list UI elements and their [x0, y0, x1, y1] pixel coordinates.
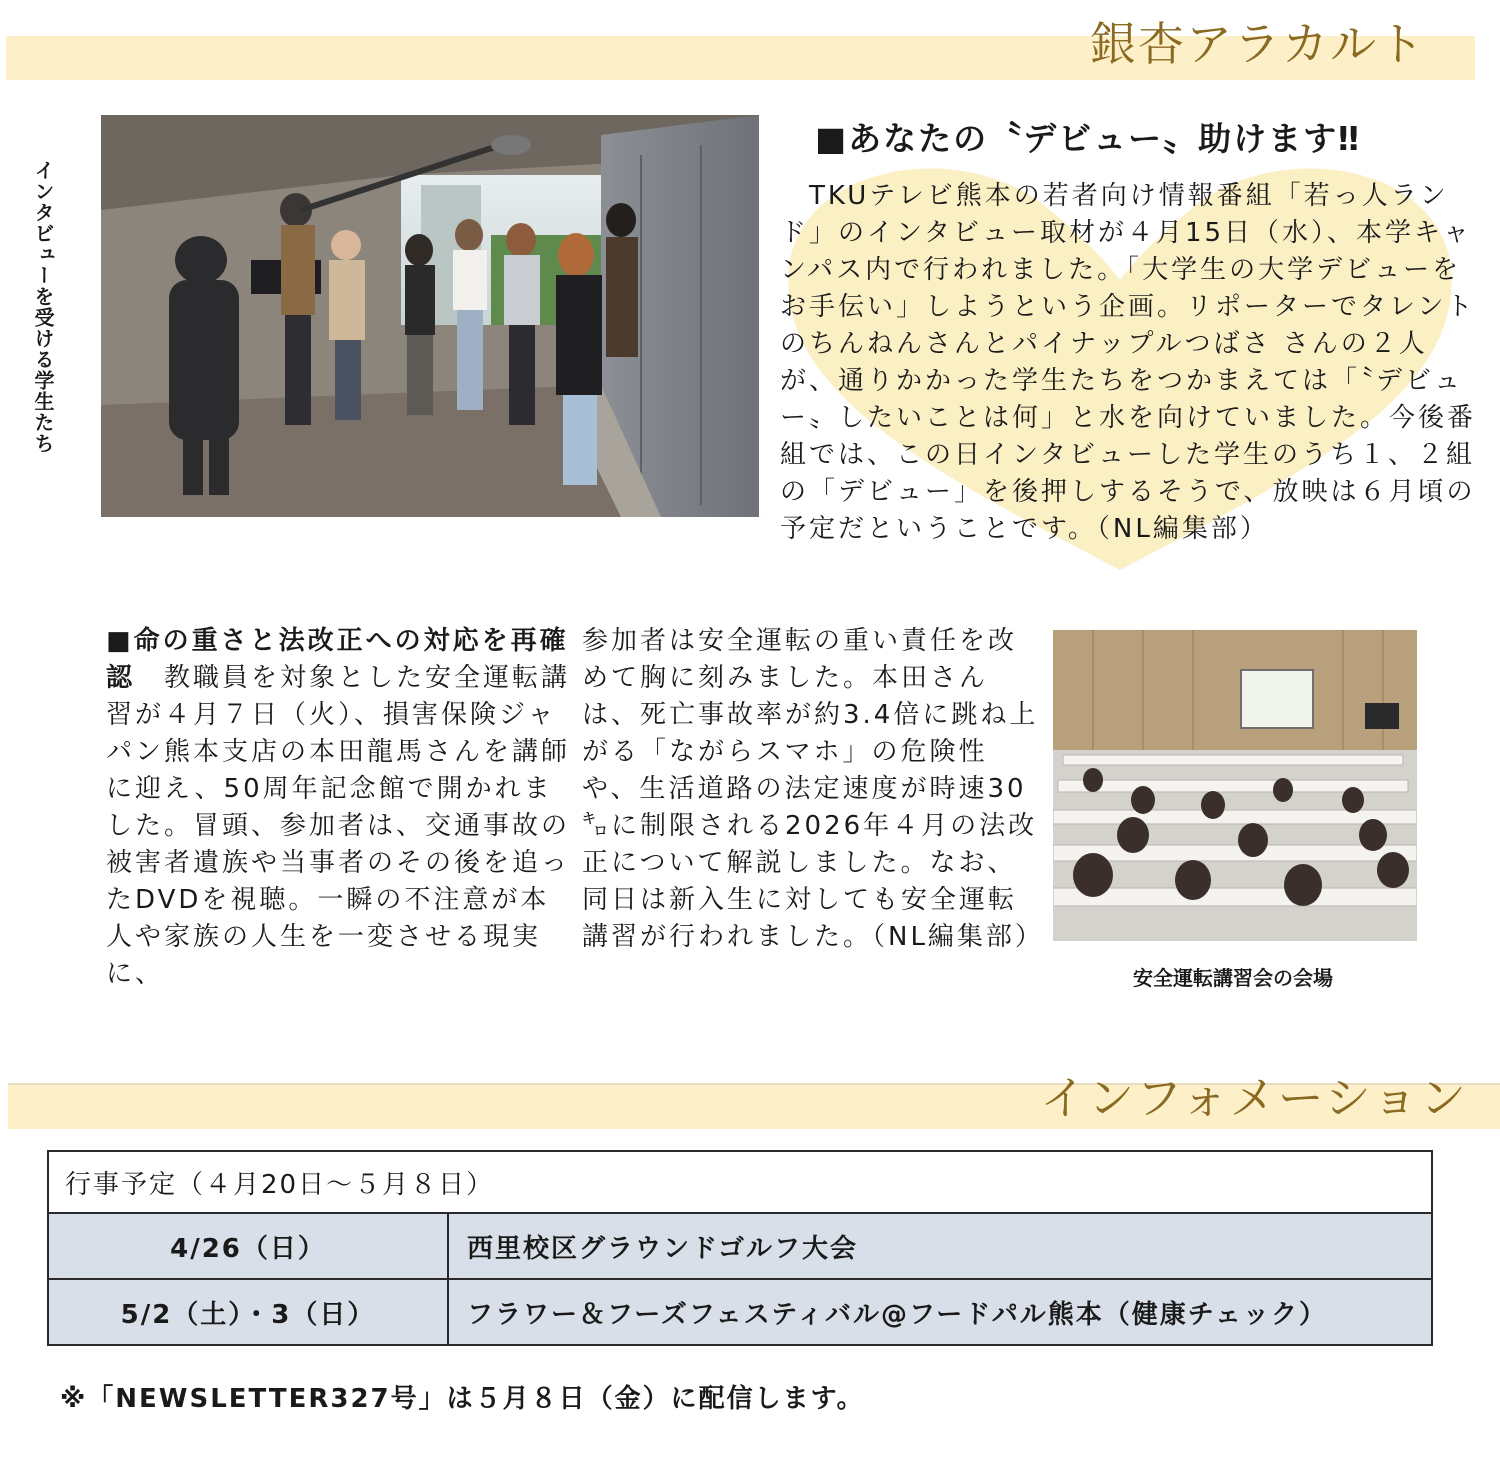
- seminar-photo: [1053, 630, 1417, 941]
- section-title-information: インフォメーション: [1040, 1071, 1468, 1125]
- schedule-header-row: [48, 1151, 1432, 1213]
- table-row: [48, 1213, 1432, 1279]
- section-title-arakaruto: 銀杏アラカルト: [1090, 17, 1426, 71]
- article2-column1-text: 教職員を対象とした安全運転講習が４月７日（火）、損害保険ジャパン熊本支店の本田龍馬さんを講師に迎え、50周年記念館で開かれました。冒頭、参加者は、交通事故の被害者遺族や当事者のその後を追ったDVDを視聴。一瞬の不注意が本人や家族の人生を一変させる現実に、: [106, 663, 571, 989]
- interview-photo: [101, 115, 759, 517]
- schedule-event: フラワー＆フーズフェスティバル@フードパル熊本（健康チェック）: [448, 1279, 1432, 1345]
- footnote: ※「NEWSLETTER327号」は５月８日（金）に配信します。: [60, 1384, 865, 1414]
- article2-heading: ■命の重さと法改正への対応を再確認: [106, 626, 569, 693]
- schedule-header: 行事予定（４月20日～５月８日）: [48, 1151, 1432, 1213]
- table-row: [48, 1279, 1432, 1345]
- article1-body: TKUテレビ熊本の若者向け情報番組「若っ人ランド」のインタビュー取材が４月15日（水）、本学キャンパス内で行われました。「大学生の大学デビューをお手伝い」しようという企画。リポーターでタレントのちんねんさんとパイナップルつばさ さんの２人が、通りかかった学生たちをつかまえては「〝デビュー〟したいことは何」と水を向けていました。今後番組では、この日インタビューした学生のうち１、２組の「デビュー」を後押しするそうで、放映は６月頃の予定だということです。（NL編集部）: [780, 181, 1477, 544]
- article1-heading: ■あなたの〝デビュー〟助けます‼: [815, 119, 1361, 158]
- seminar-photo-caption: 安全運転講習会の会場: [1133, 966, 1333, 990]
- schedule-date: 5/2（土）・3（日）: [48, 1279, 448, 1345]
- schedule-table: [47, 1150, 1433, 1346]
- article2-column2: 参加者は安全運転の重い責任を改めて胸に刻みました。本田さんは、死亡事故率が約3.4倍に跳ね上がる「ながらスマホ」の危険性や、生活道路の法定速度が時速30㌔に制限される2026年４月の法改正について解説しました。なお、同日は新入生に対しても安全運転講習が行われました。（NL編集部）: [582, 626, 1044, 952]
- schedule-event: 西里校区グラウンドゴルフ大会: [448, 1213, 1432, 1279]
- article2-column1: [106, 623, 576, 993]
- schedule-date: 4/26（日）: [48, 1213, 448, 1279]
- interview-photo-caption: インタビューを受ける学生たち: [31, 160, 55, 454]
